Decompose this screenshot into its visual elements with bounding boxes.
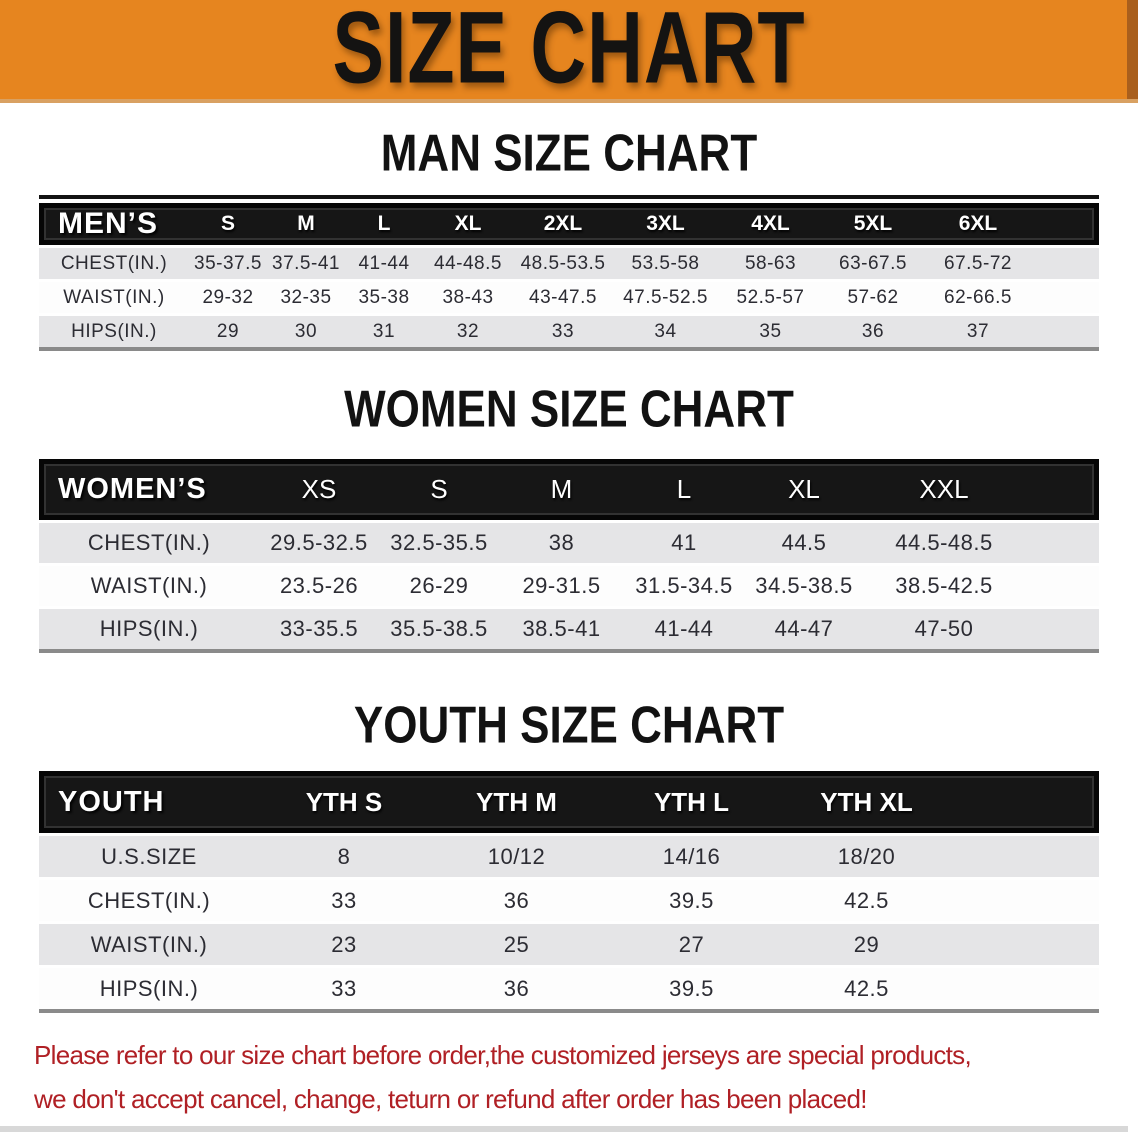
size-value: 30 — [294, 320, 318, 342]
column-header: L — [377, 212, 391, 235]
row-label: HIPS(IN.) — [71, 320, 157, 342]
size-value: 29.5-32.5 — [270, 530, 368, 555]
size-value: 23.5-26 — [279, 573, 359, 598]
size-value: 36 — [861, 320, 885, 342]
table-row — [39, 833, 1099, 877]
column-header: XS — [301, 474, 337, 504]
table-row — [39, 965, 1099, 1009]
column-header: 6XL — [958, 212, 998, 235]
column-header: XL — [788, 474, 820, 504]
size-value: 34 — [654, 320, 677, 342]
size-value: 58-63 — [744, 252, 797, 274]
size-value: 41-44 — [654, 616, 714, 641]
size-value: 8 — [337, 843, 351, 869]
column-header: S — [220, 212, 235, 235]
size-value: 63-67.5 — [839, 252, 907, 274]
size-value: 29-31.5 — [522, 573, 601, 598]
women-table-bottom-rule — [39, 649, 1099, 653]
table-row — [39, 520, 1099, 563]
table-row — [39, 606, 1099, 649]
size-value: 41 — [671, 530, 697, 555]
men-table-header-row — [39, 203, 1099, 245]
size-value: 44.5-48.5 — [895, 530, 993, 555]
column-header: XXL — [919, 474, 969, 504]
size-value: 35 — [759, 320, 782, 342]
youth-corner-label: YOUTH — [58, 785, 165, 818]
column-header: S — [430, 474, 448, 504]
row-label: HIPS(IN.) — [99, 616, 199, 641]
row-label: WAIST(IN.) — [63, 286, 165, 308]
size-value: 26-29 — [409, 573, 469, 598]
size-value: 41-44 — [358, 252, 410, 274]
size-value: 31 — [372, 320, 396, 342]
row-label: CHEST(IN.) — [60, 252, 168, 274]
men-size-table — [39, 203, 1099, 351]
size-value: 27 — [678, 931, 705, 957]
size-value: 38 — [548, 530, 575, 555]
size-value: 48.5-53.5 — [520, 252, 606, 274]
men-table-bottom-rule — [39, 347, 1099, 351]
bottom-edge-strip — [0, 1126, 1128, 1132]
size-value: 62-66.5 — [944, 286, 1012, 308]
size-value: 33-35.5 — [279, 616, 359, 641]
column-header: YTH L — [653, 786, 730, 817]
disclaimer-line-1: Please refer to our size chart before order,the customized jerseys are special products, — [34, 1040, 972, 1070]
column-header: L — [676, 474, 692, 504]
column-header: 5XL — [853, 212, 893, 235]
size-value: 33 — [551, 320, 575, 342]
column-header: YTH XL — [820, 786, 913, 817]
size-value: 35-37.5 — [194, 252, 262, 274]
size-value: 39.5 — [669, 975, 714, 1001]
size-value: 53.5-58 — [631, 252, 700, 274]
table-row — [39, 921, 1099, 965]
row-label: CHEST(IN.) — [87, 887, 211, 913]
youth-section-heading: YOUTH SIZE CHART — [353, 696, 785, 755]
size-value: 67.5-72 — [944, 252, 1012, 274]
size-value: 18/20 — [837, 843, 896, 869]
size-value: 14/16 — [662, 843, 721, 869]
column-header: 2XL — [543, 212, 583, 235]
column-header: M — [550, 474, 573, 504]
table-row — [39, 279, 1099, 313]
size-value: 31.5-34.5 — [635, 573, 733, 598]
size-value: 57-62 — [847, 286, 899, 308]
table-row — [39, 563, 1099, 606]
size-value: 52.5-57 — [736, 286, 805, 308]
size-value: 44-47 — [774, 616, 834, 641]
disclaimer-line-2: we don't accept cancel, change, teturn or refund after order has been placed! — [34, 1084, 867, 1114]
size-value: 29 — [853, 931, 880, 957]
table-row — [39, 877, 1099, 921]
size-value: 36 — [503, 887, 530, 913]
size-value: 39.5 — [669, 887, 714, 913]
size-value: 29-32 — [202, 286, 254, 308]
size-value: 43-47.5 — [529, 286, 597, 308]
size-value: 37.5-41 — [272, 252, 340, 274]
row-label: WAIST(IN.) — [90, 931, 208, 957]
size-value: 34.5-38.5 — [755, 573, 853, 598]
women-section-heading: WOMEN SIZE CHART — [344, 380, 794, 439]
column-header: YTH S — [305, 786, 383, 817]
row-label: U.S.SIZE — [101, 843, 197, 869]
size-value: 32 — [456, 320, 480, 342]
size-value: 37 — [966, 320, 990, 342]
size-value: 23 — [331, 931, 357, 957]
page-title: SIZE CHART — [332, 0, 806, 105]
column-header: XL — [454, 212, 482, 235]
women-corner-label: WOMEN’S — [58, 473, 207, 505]
size-value: 33 — [331, 975, 357, 1001]
banner — [0, 0, 1138, 103]
size-value: 10/12 — [487, 843, 546, 869]
size-value: 35.5-38.5 — [390, 616, 488, 641]
men-table-top-rule — [39, 195, 1099, 199]
size-value: 36 — [503, 975, 530, 1001]
size-value: 35-38 — [358, 286, 410, 308]
women-table-header-row — [39, 459, 1099, 520]
row-label: WAIST(IN.) — [90, 573, 208, 598]
column-header: 4XL — [751, 212, 790, 235]
youth-table-bottom-rule — [39, 1009, 1099, 1013]
size-value: 29 — [216, 320, 240, 342]
column-header: YTH M — [476, 786, 557, 817]
row-label: CHEST(IN.) — [87, 530, 211, 555]
size-value: 42.5 — [844, 887, 889, 913]
column-header: 3XL — [646, 212, 685, 235]
size-value: 32-35 — [280, 286, 332, 308]
size-value: 44.5 — [781, 530, 827, 555]
table-row — [39, 245, 1099, 279]
size-value: 47.5-52.5 — [623, 286, 708, 308]
size-value: 47-50 — [914, 616, 974, 641]
size-value: 38-43 — [442, 286, 494, 308]
disclaimer-text — [34, 1033, 1138, 1121]
size-value: 42.5 — [844, 975, 889, 1001]
men-corner-label: MEN’S — [58, 207, 159, 240]
size-value: 32.5-35.5 — [390, 530, 488, 555]
row-label: HIPS(IN.) — [99, 975, 199, 1001]
youth-size-table — [39, 771, 1099, 1013]
youth-table-header-row — [39, 771, 1099, 833]
size-value: 38.5-41 — [522, 616, 601, 641]
size-value: 25 — [503, 931, 530, 957]
women-size-table — [39, 459, 1099, 653]
men-section-heading: MAN SIZE CHART — [380, 124, 758, 183]
size-value: 33 — [331, 887, 357, 913]
table-row — [39, 313, 1099, 347]
column-header: M — [297, 212, 315, 235]
size-value: 44-48.5 — [434, 252, 502, 274]
size-value: 38.5-42.5 — [895, 573, 993, 598]
